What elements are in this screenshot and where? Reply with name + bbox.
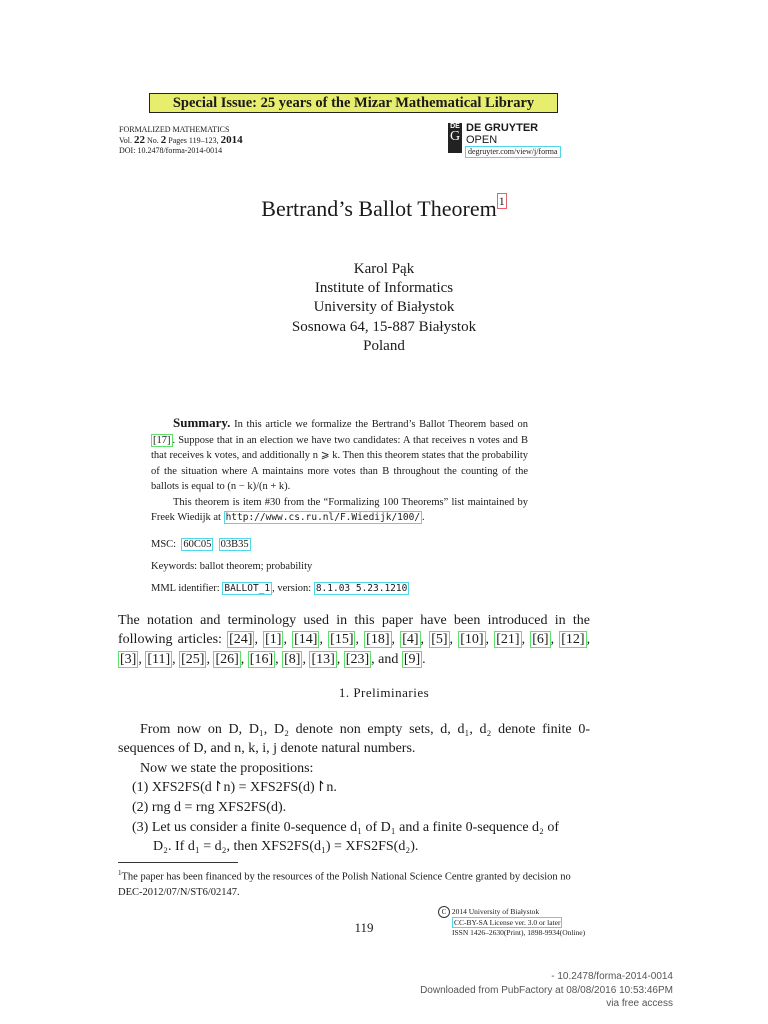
journal-name: FORMALIZED MATHEMATICS bbox=[119, 125, 230, 134]
citation-link[interactable]: [10] bbox=[460, 632, 484, 648]
citation-link[interactable]: [3] bbox=[120, 651, 137, 667]
citation-link[interactable]: [21] bbox=[496, 632, 520, 648]
copyright-block: C 2014 University of Białystok CC-BY-SA License ver. 3.0 or later ISSN 1426–2630(Print), 1898-9934(Online) bbox=[438, 906, 585, 937]
doi: DOI: 10.2478/forma-2014-0014 bbox=[119, 146, 223, 155]
wiedijk-url-link[interactable]: http://www.cs.ru.nl/F.Wiedijk/100/ bbox=[225, 512, 421, 523]
proposition-3: (3) Let us consider a finite 0-sequence d₁ of D₁ and a finite 0-sequence d₂ of bbox=[132, 820, 560, 835]
copyright-icon: C bbox=[438, 906, 450, 918]
msc-code-link[interactable]: 03B35 bbox=[220, 539, 249, 550]
author-address: Sosnowa 64, 15-887 Białystok bbox=[291, 318, 477, 335]
propositions-intro: Now we state the propositions: bbox=[140, 760, 314, 776]
citation-link[interactable]: [1] bbox=[265, 632, 282, 648]
de-gruyter-logo-icon: DE G bbox=[448, 123, 462, 153]
citation-link[interactable]: [13] bbox=[311, 651, 335, 667]
mml-identifier-link[interactable]: BALLOT_1 bbox=[224, 583, 271, 594]
citation-link[interactable]: [17] bbox=[153, 434, 171, 446]
footnote: $^1$The paper has been financed by the resources of the Polish National Science Centre granted by decision no DEC-2012/07/N/ST6/02147. bbox=[118, 869, 571, 898]
citation-link[interactable]: [23] bbox=[345, 651, 370, 667]
citation-link[interactable]: [9] bbox=[403, 651, 421, 667]
volume-number: 22 bbox=[133, 134, 145, 146]
proposition-3-cont: D₂. If d₁ = d₂, then XFS2FS(d₁) = XFS2FS(d₂). bbox=[153, 839, 419, 854]
citation-link[interactable]: [24] bbox=[229, 632, 253, 648]
citation-link[interactable]: [14] bbox=[294, 632, 318, 648]
author-affiliation-1: Institute of Informatics bbox=[314, 280, 454, 297]
journal-info bbox=[119, 125, 243, 156]
reference-list: [24] , [1] , [14] , [15] , [18] , [4] , [5] , [10] , [21] , [6] , [12] , [3] , [11] , [25] , [26] , [16] , [8] , [13] , [23] , bbox=[120, 632, 591, 667]
abstract bbox=[151, 415, 528, 526]
page-range: Pages 119–123, bbox=[168, 136, 219, 145]
citation-link[interactable]: [6] bbox=[532, 632, 549, 648]
keywords-line: Keywords: ballot theorem; probability bbox=[151, 561, 313, 572]
footnote-divider bbox=[118, 862, 238, 863]
citation-link[interactable]: [12] bbox=[561, 632, 585, 648]
author-name: Karol Pąk bbox=[353, 261, 415, 277]
msc-line: MSC: 60C05 03B35 bbox=[151, 539, 249, 550]
intro-paragraph: The notation and terminology used in this paper have been introduced in the following articles: [24] , [1] , [14] , [15] , [18] , [4] , [5] , [10] , [21] , [6] , [12] , [3] , [11] , [25] , [26] , [16] , [8] , [13] , [23] , and [9] . bbox=[118, 613, 591, 667]
issn: ISSN 1426–2630(Print), 1898-9934(Online) bbox=[452, 927, 586, 937]
title-footnote-link[interactable]: 1 bbox=[498, 194, 505, 208]
journal-volume-line: Vol. 22 No. 2 Pages 119–123, 2014 bbox=[119, 134, 243, 146]
citation-link[interactable]: [25] bbox=[181, 651, 205, 667]
issue-number: 2 bbox=[160, 134, 167, 146]
author-block bbox=[0, 260, 768, 356]
proposition-2: (2) rng d = rng XFS2FS(d). bbox=[132, 800, 287, 815]
msc-code-link[interactable]: 60C05 bbox=[183, 539, 212, 550]
citation-link[interactable]: [26] bbox=[215, 651, 239, 667]
proposition-1: (1) XFS2FS(d↾n) = XFS2FS(d)↾n. bbox=[132, 780, 337, 795]
abstract-lead: Summary. bbox=[173, 415, 231, 430]
mml-line: MML identifier: BALLOT_1 , version: 8.1.03 5.23.1210 bbox=[151, 583, 408, 594]
paper-title: Bertrand’s Ballot Theorem $^1$ bbox=[261, 194, 505, 221]
footnote-mark: 1 bbox=[118, 869, 122, 877]
abstract-paragraph-1: Summary. In this article we formalize the Bertrand’s Ballot Theorem based on [17] . Suppose that in an election we have two candidates: A that receives n votes and B that receives k votes, and additionally n ⩾ k. Then this theorem states that the probability of the situation where A maintains more votes than B throughout the counting of the ballots is equal to (n − k)/(n + k). bbox=[151, 415, 528, 492]
license-link[interactable]: CC-BY-SA License ver. 3.0 or later bbox=[454, 918, 561, 927]
prelim-paragraph: From now on D, D₁, D₂ denote non empty sets, d, d₁, d₂ denote finite 0-sequences of D, and n, k, i, j denote natural numbers. bbox=[118, 722, 590, 757]
author-country: Poland bbox=[363, 337, 405, 354]
publisher-name: DE GRUYTER OPEN bbox=[466, 122, 539, 146]
abstract-paragraph-2: This theorem is item #30 from the “Formalizing 100 Theorems” list maintained by Freek Wiedijk at http://www.cs.ru.nl/F.Wiedijk/100/ . bbox=[151, 496, 528, 523]
citation-link[interactable]: [8] bbox=[284, 651, 301, 667]
citation-link[interactable]: [11] bbox=[147, 651, 171, 667]
special-issue-banner: Special Issue: 25 years of the Mizar Mathematical Library bbox=[149, 93, 558, 113]
download-info: - 10.2478/forma-2014-0014 Downloaded from PubFactory at 08/08/2016 10:53:46PM via free access bbox=[420, 971, 673, 1009]
mml-version-link[interactable]: 8.1.03 5.23.1210 bbox=[315, 583, 408, 594]
page-number: 119 bbox=[354, 920, 374, 935]
section-heading: 1. Preliminaries bbox=[338, 685, 430, 700]
publisher-url-link[interactable]: degruyter.com/view/j/forma bbox=[465, 146, 561, 158]
citation-link[interactable]: [16] bbox=[249, 651, 274, 667]
citation-link[interactable]: [5] bbox=[431, 632, 448, 648]
journal-year: 2014 bbox=[220, 134, 243, 146]
citation-link[interactable]: [4] bbox=[402, 632, 419, 648]
citation-link[interactable]: [15] bbox=[330, 632, 354, 648]
citation-link[interactable]: [18] bbox=[366, 632, 390, 648]
author-affiliation-2: University of Białystok bbox=[313, 299, 455, 316]
preliminaries bbox=[118, 720, 590, 778]
